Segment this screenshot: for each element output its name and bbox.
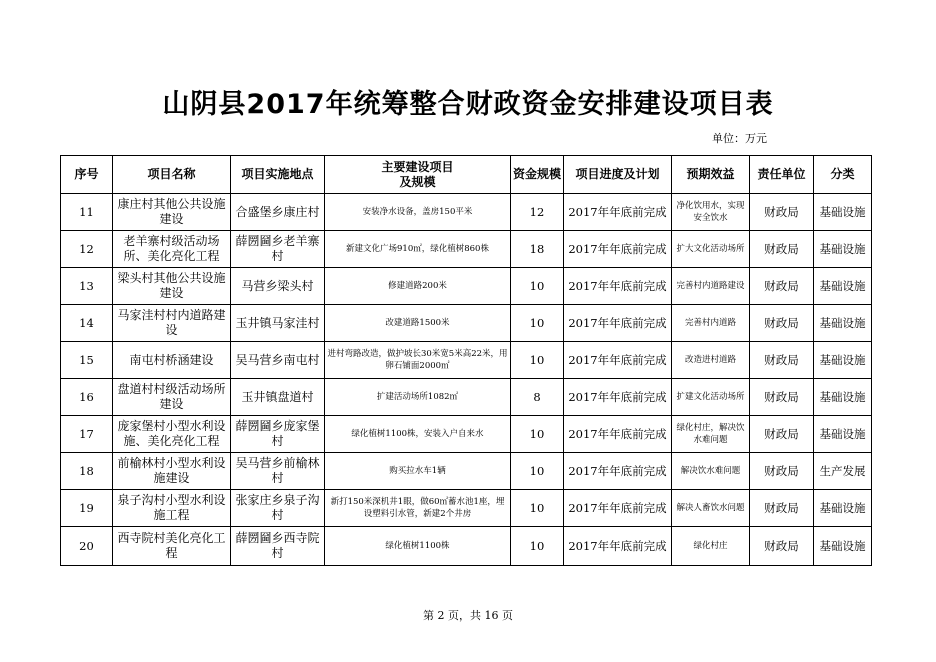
table-row [61, 527, 872, 566]
cell-progress: 2017年年底前完成 [564, 379, 672, 416]
cell-content: 进村弯路改造，做护坡长30米宽5米高22米，用卵石铺面2000㎡ [325, 342, 511, 379]
cell-content: 购买拉水车1辆 [325, 453, 511, 490]
cell-benefit: 绿化村庄 [672, 527, 750, 566]
header-scale: 资金规模 [511, 156, 564, 194]
cell-benefit: 绿化村庄，解决饮水难问题 [672, 416, 750, 453]
header-name: 项目名称 [113, 156, 231, 194]
cell-content: 绿化植树1100株，安装入户自来水 [325, 416, 511, 453]
cell-category: 基础设施 [814, 231, 872, 268]
table-row [61, 305, 872, 342]
cell-seq: 13 [61, 268, 113, 305]
header-content-line2: 及规模 [399, 174, 436, 189]
cell-progress: 2017年年底前完成 [564, 453, 672, 490]
unit-label: 单位：万元 [712, 132, 767, 145]
table-row [61, 342, 872, 379]
cell-benefit: 解决饮水难问题 [672, 453, 750, 490]
cell-seq: 15 [61, 342, 113, 379]
cell-benefit: 改造进村道路 [672, 342, 750, 379]
cell-seq: 17 [61, 416, 113, 453]
cell-progress: 2017年年底前完成 [564, 490, 672, 527]
cell-benefit: 完善村内道路建设 [672, 268, 750, 305]
header-content [325, 156, 511, 194]
cell-scale: 12 [511, 194, 564, 231]
cell-unit: 财政局 [750, 268, 814, 305]
cell-progress: 2017年年底前完成 [564, 231, 672, 268]
cell-progress: 2017年年底前完成 [564, 342, 672, 379]
cell-location: 张家庄乡泉子沟村 [231, 490, 325, 527]
page-title: 山阴县2017年统筹整合财政资金安排建设项目表 [162, 89, 774, 120]
cell-content: 改建道路1500米 [325, 305, 511, 342]
cell-location: 吴马营乡南屯村 [231, 342, 325, 379]
table-row [61, 231, 872, 268]
cell-category: 基础设施 [814, 490, 872, 527]
cell-unit: 财政局 [750, 416, 814, 453]
cell-location: 薛圐圙乡西寺院村 [231, 527, 325, 566]
table-row [61, 194, 872, 231]
cell-name: 西寺院村美化亮化工程 [113, 527, 231, 566]
cell-scale: 10 [511, 453, 564, 490]
cell-name: 老羊寨村级活动场所、美化亮化工程 [113, 231, 231, 268]
cell-scale: 8 [511, 379, 564, 416]
cell-location: 薛圐圙乡老羊寨村 [231, 231, 325, 268]
cell-benefit: 扩大文化活动场所 [672, 231, 750, 268]
cell-unit: 财政局 [750, 379, 814, 416]
cell-location: 马营乡梁头村 [231, 268, 325, 305]
header-seq: 序号 [61, 156, 113, 194]
table-row [61, 268, 872, 305]
cell-progress: 2017年年底前完成 [564, 194, 672, 231]
cell-progress: 2017年年底前完成 [564, 268, 672, 305]
cell-name: 南屯村桥涵建设 [113, 342, 231, 379]
cell-progress: 2017年年底前完成 [564, 416, 672, 453]
table-row [61, 416, 872, 453]
cell-content: 新建文化广场910㎡，绿化植树860株 [325, 231, 511, 268]
cell-seq: 11 [61, 194, 113, 231]
cell-name: 马家洼村村内道路建设 [113, 305, 231, 342]
header-location: 项目实施地点 [231, 156, 325, 194]
cell-benefit: 扩建文化活动场所 [672, 379, 750, 416]
cell-name: 康庄村其他公共设施建设 [113, 194, 231, 231]
header-content-line1: 主要建设项目 [381, 159, 454, 174]
cell-scale: 18 [511, 231, 564, 268]
cell-seq: 20 [61, 527, 113, 566]
header-benefit: 预期效益 [672, 156, 750, 194]
table-row [61, 379, 872, 416]
page-footer: 第 2 页，共 16 页 [423, 609, 513, 622]
cell-scale: 10 [511, 490, 564, 527]
cell-benefit: 完善村内道路 [672, 305, 750, 342]
project-table [60, 155, 872, 566]
header-category: 分类 [814, 156, 872, 194]
cell-unit: 财政局 [750, 342, 814, 379]
cell-scale: 10 [511, 342, 564, 379]
cell-name: 前榆林村小型水利设施建设 [113, 453, 231, 490]
header-progress: 项目进度及计划 [564, 156, 672, 194]
cell-name: 庞家堡村小型水利设施、美化亮化工程 [113, 416, 231, 453]
cell-content: 绿化植树1100株 [325, 527, 511, 566]
cell-location: 玉井镇马家洼村 [231, 305, 325, 342]
cell-unit: 财政局 [750, 194, 814, 231]
table-header-row [61, 156, 872, 194]
cell-benefit: 净化饮用水，实现安全饮水 [672, 194, 750, 231]
cell-location: 合盛堡乡康庄村 [231, 194, 325, 231]
cell-scale: 10 [511, 268, 564, 305]
cell-category: 生产发展 [814, 453, 872, 490]
cell-name: 盘道村村级活动场所建设 [113, 379, 231, 416]
cell-category: 基础设施 [814, 527, 872, 566]
cell-unit: 财政局 [750, 490, 814, 527]
cell-seq: 16 [61, 379, 113, 416]
cell-category: 基础设施 [814, 342, 872, 379]
cell-seq: 12 [61, 231, 113, 268]
cell-unit: 财政局 [750, 453, 814, 490]
cell-seq: 19 [61, 490, 113, 527]
cell-unit: 财政局 [750, 231, 814, 268]
cell-scale: 10 [511, 305, 564, 342]
cell-category: 基础设施 [814, 305, 872, 342]
cell-content: 修建道路200米 [325, 268, 511, 305]
cell-progress: 2017年年底前完成 [564, 527, 672, 566]
cell-seq: 14 [61, 305, 113, 342]
cell-benefit: 解决人畜饮水问题 [672, 490, 750, 527]
cell-location: 玉井镇盘道村 [231, 379, 325, 416]
cell-category: 基础设施 [814, 268, 872, 305]
header-unit: 责任单位 [750, 156, 814, 194]
cell-scale: 10 [511, 416, 564, 453]
cell-content: 安装净水设备，盖房150平米 [325, 194, 511, 231]
cell-location: 薛圐圙乡庞家堡村 [231, 416, 325, 453]
cell-unit: 财政局 [750, 305, 814, 342]
cell-seq: 18 [61, 453, 113, 490]
cell-content: 新打150米深机井1眼，做60㎡蓄水池1座，埋设塑料引水管，新建2个井房 [325, 490, 511, 527]
cell-name: 梁头村其他公共设施建设 [113, 268, 231, 305]
cell-unit: 财政局 [750, 527, 814, 566]
cell-scale: 10 [511, 527, 564, 566]
table-row [61, 453, 872, 490]
table-row [61, 490, 872, 527]
cell-content: 扩建活动场所1082㎡ [325, 379, 511, 416]
cell-category: 基础设施 [814, 379, 872, 416]
cell-category: 基础设施 [814, 194, 872, 231]
cell-name: 泉子沟村小型水利设施工程 [113, 490, 231, 527]
cell-category: 基础设施 [814, 416, 872, 453]
cell-location: 吴马营乡前榆林村 [231, 453, 325, 490]
cell-progress: 2017年年底前完成 [564, 305, 672, 342]
